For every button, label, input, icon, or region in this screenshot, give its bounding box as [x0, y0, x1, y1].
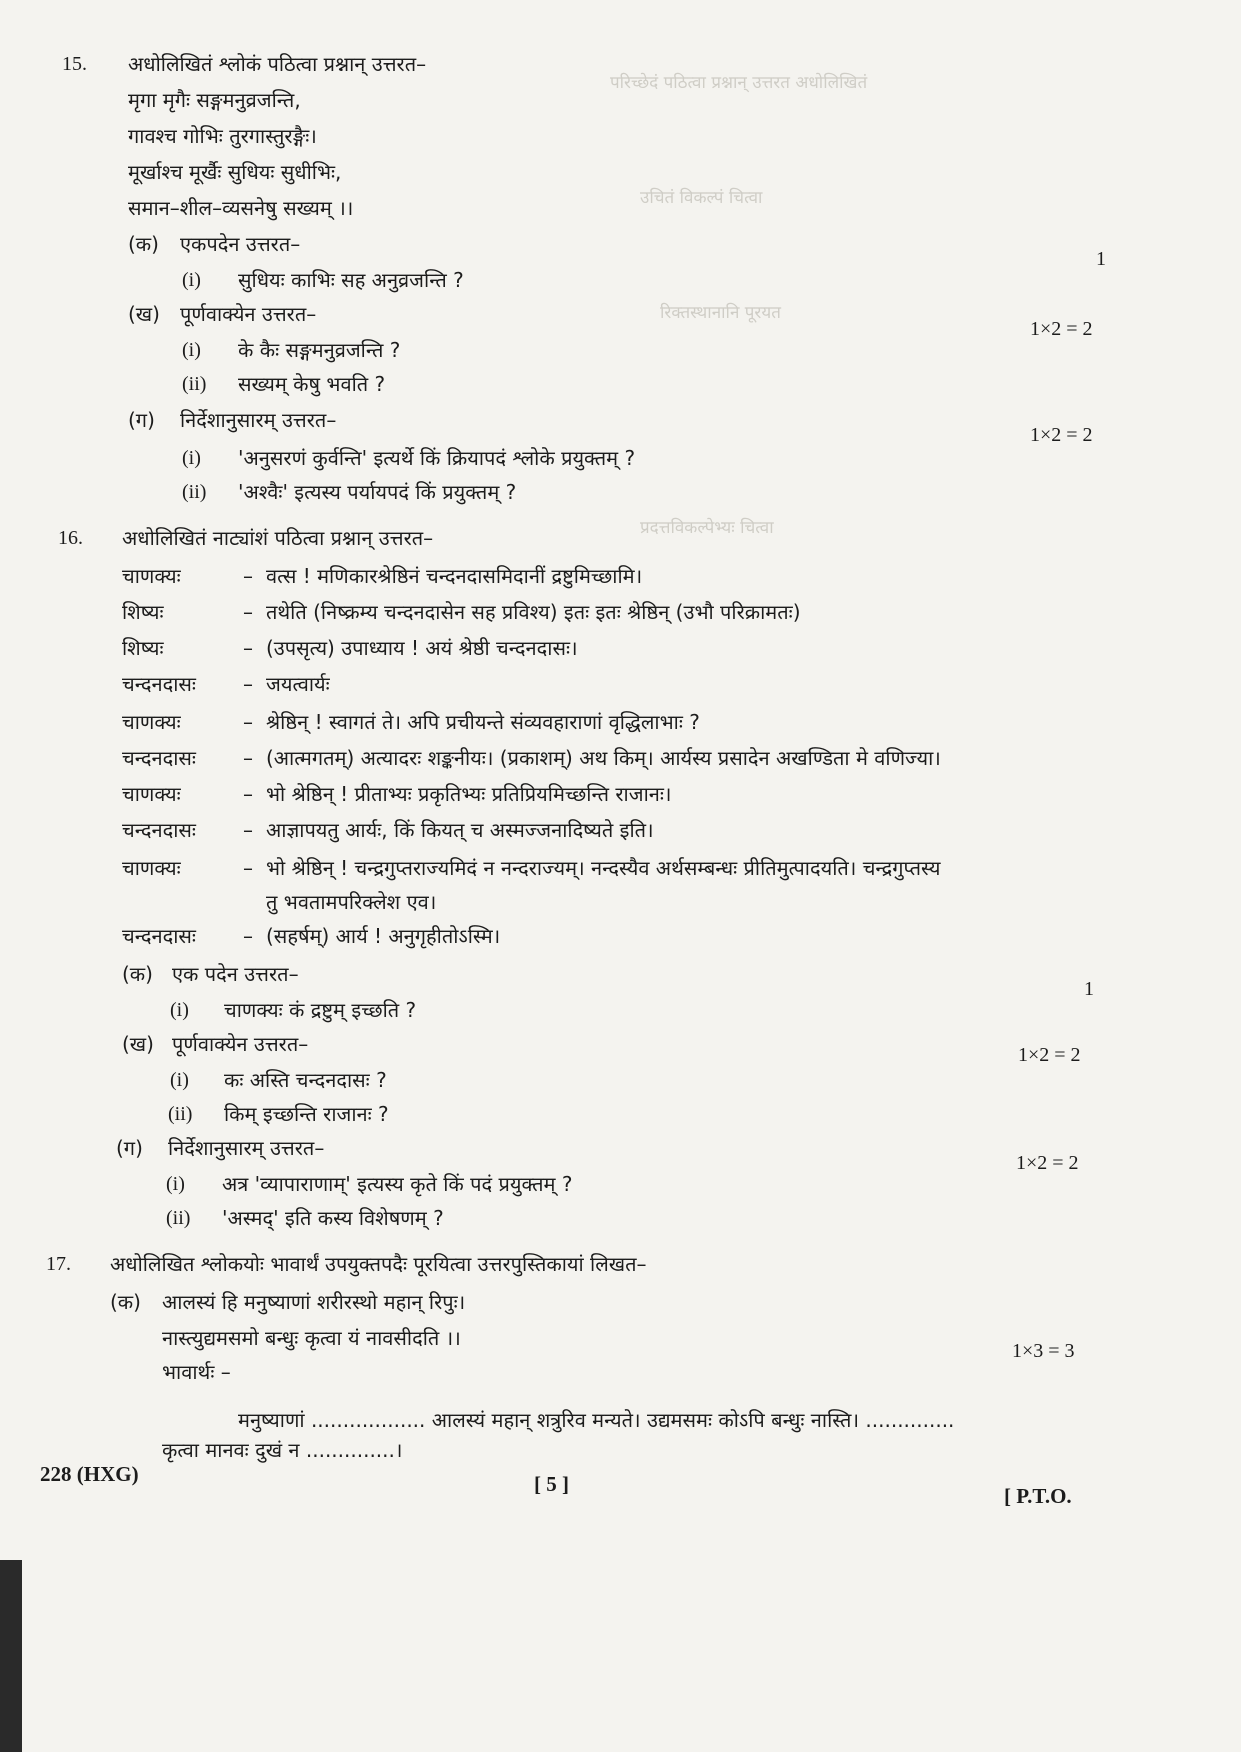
q16-kha-marks: 1×2 = 2: [1018, 1044, 1081, 1066]
bleed-through-text: उचितं विकल्पं चित्वा: [640, 188, 763, 208]
q16-number: 16.: [58, 527, 83, 549]
dialogue-line: [122, 924, 500, 948]
q16-part-kha-label: (ख): [122, 1032, 154, 1056]
speaker: चन्दनदासः: [122, 672, 196, 696]
q15-kha-i-label: (i): [182, 339, 201, 361]
speaker: चाणक्यः: [122, 564, 181, 588]
q16-kha-ii-label: (ii): [168, 1103, 193, 1125]
q16-part-ka-instruction: एक पदेन उत्तरत–: [172, 962, 299, 986]
text: आलस्यं महान् शत्रुरिव मन्यते। उद्यमसमः कोऽपि बन्धुः नास्ति।: [431, 1408, 860, 1432]
q15-part-ka-instruction: एकपदेन उत्तरत–: [180, 232, 301, 256]
dialogue-line: [122, 818, 654, 842]
q15-kha-ii-label: (ii): [182, 373, 207, 395]
q15-ga-i-label: (i): [182, 447, 201, 469]
dialogue-continuation: तु भवतामपरिक्लेश एव।: [266, 890, 437, 914]
dash: –: [243, 636, 253, 660]
speaker: चाणक्यः: [122, 856, 181, 880]
dash: –: [243, 818, 253, 842]
q16-part-kha-instruction: पूर्णवाक्येन उत्तरत–: [172, 1032, 309, 1056]
q15-kha-i-question: के कैः सङ्गमनुव्रजन्ति ?: [238, 338, 401, 362]
dash: –: [243, 746, 253, 770]
q16-ga-i-label: (i): [166, 1173, 185, 1195]
speaker: चाणक्यः: [122, 782, 181, 806]
text: मनुष्याणां: [238, 1408, 305, 1432]
q15-verse-line: समान–शील–व्यसनेषु सख्यम् ।।: [128, 196, 354, 220]
q17-marks: 1×3 = 3: [1012, 1340, 1075, 1362]
speaker: चन्दनदासः: [122, 818, 196, 842]
q16-ka-i-label: (i): [170, 999, 189, 1021]
q15-ka-marks: 1: [1096, 248, 1106, 270]
answer-blank: ..............: [865, 1408, 955, 1432]
dash: –: [243, 924, 253, 948]
q16-part-ga-instruction: निर्देशानुसारम् उत्तरत–: [168, 1136, 325, 1160]
dialogue-text: जयत्वार्यः: [266, 672, 330, 696]
q15-ga-ii-question: 'अश्वैः' इत्यस्य पर्यायपदं किं प्रयुक्तम् ?: [238, 480, 517, 504]
answer-blank: ..................: [310, 1408, 426, 1432]
q15-ka-i-question: सुधियः काभिः सह अनुव्रजन्ति ?: [238, 268, 464, 292]
q15-kha-ii-question: सख्यम् केषु भवति ?: [238, 372, 386, 396]
dialogue-text: आज्ञापयतु आर्यः, किं कियत् च अस्मज्जनादिष्यते इति।: [266, 818, 654, 842]
q15-verse-line: गावश्च गोभिः तुरगास्तुरङ्गैः।: [128, 124, 317, 148]
dash: –: [243, 710, 253, 734]
dialogue-text: (आत्मगतम्) अत्यादरः शङ्कनीयः। (प्रकाशम्) अथ किम्। आर्यस्य प्रसादेन अखण्डिता मे वणिज्या।: [266, 746, 941, 770]
dash: –: [243, 782, 253, 806]
q16-ga-ii-label: (ii): [166, 1207, 191, 1229]
speaker: चन्दनदासः: [122, 924, 196, 948]
q15-kha-marks: 1×2 = 2: [1030, 318, 1093, 340]
dash: –: [243, 672, 253, 696]
q15-verse-line: मूर्खाश्च मूर्खैः सुधियः सुधीभिः,: [128, 160, 342, 184]
q17-number: 17.: [46, 1253, 71, 1275]
q15-part-ga-instruction: निर्देशानुसारम् उत्तरत–: [180, 408, 337, 432]
dialogue-text: तथेति (निष्क्रम्य चन्दनदासेन सह प्रविश्य) इतः इतः श्रेष्ठिन् (उभौ परिक्रामतः): [266, 600, 801, 624]
q15-number: 15.: [62, 53, 87, 75]
dialogue-text: भो श्रेष्ठिन् ! चन्द्रगुप्तराज्यमिदं न नन्दराज्यम्। नन्दस्यैव अर्थसम्बन्धः प्रीतिमुत्पादयति। चन्द्रगुप्तस्य: [266, 856, 941, 880]
q15-part-ga-label: (ग): [128, 408, 155, 432]
dash: –: [243, 600, 253, 624]
q15-ga-i-question: 'अनुसरणं कुर्वन्ति' इत्यर्थे किं क्रियापदं श्लोके प्रयुक्तम् ?: [238, 446, 636, 470]
q16-kha-ii-question: किम् इच्छन्ति राजानः ?: [224, 1102, 389, 1126]
dialogue-text: (उपसृत्य) उपाध्याय ! अयं श्रेष्ठी चन्दनदासः।: [266, 636, 578, 660]
speaker: शिष्यः: [122, 636, 164, 660]
q16-ga-marks: 1×2 = 2: [1016, 1152, 1079, 1174]
q16-part-ga-label: (ग): [116, 1136, 143, 1160]
pto-note: [ P.T.O.: [1004, 1484, 1072, 1508]
dash: –: [243, 564, 253, 588]
paper-code: 228 (HXG): [40, 1462, 139, 1486]
q17-verse-line: नास्त्युद्यमसमो बन्धुः कृत्वा यं नावसीदति ।।: [162, 1326, 461, 1350]
q17-bhavarth-line: [162, 1438, 402, 1462]
q16-ga-i-question: अत्र 'व्यापाराणाम्' इत्यस्य कृते किं पदं प्रयुक्तम् ?: [222, 1172, 573, 1196]
q17-verse-line: आलस्यं हि मनुष्याणां शरीरस्थो महान् रिपुः।: [162, 1290, 466, 1314]
bleed-through-text: प्रदत्तविकल्पेभ्यः चित्वा: [640, 518, 774, 538]
dialogue-line: [122, 782, 671, 806]
q16-instruction: अधोलिखितं नाट्यांशं पठित्वा प्रश्नान् उत्तरत–: [122, 526, 434, 550]
text: ।: [394, 1438, 403, 1462]
answer-blank: ..............: [305, 1438, 395, 1462]
speaker: चाणक्यः: [122, 710, 181, 734]
q15-part-ka-label: (क): [128, 232, 159, 256]
q16-kha-i-question: कः अस्ति चन्दनदासः ?: [224, 1068, 387, 1092]
q15-ka-i-label: (i): [182, 269, 201, 291]
dialogue-text: वत्स ! मणिकारश्रेष्ठिनं चन्दनदासमिदानीं द्रष्टुमिच्छामि।: [266, 564, 643, 588]
speaker: चन्दनदासः: [122, 746, 196, 770]
q15-part-kha-instruction: पूर्णवाक्येन उत्तरत–: [180, 302, 317, 326]
dialogue-line: [122, 600, 801, 624]
speaker: शिष्यः: [122, 600, 164, 624]
q15-verse-line: मृगा मृगैः सङ्गमनुव्रजन्ति,: [128, 88, 301, 112]
q16-kha-i-label: (i): [170, 1069, 189, 1091]
bleed-through-text: रिक्तस्थानानि पूरयत: [660, 303, 781, 323]
dialogue-line: [122, 564, 642, 588]
q17-bhavarth-line: [238, 1408, 954, 1432]
q16-part-ka-label: (क): [122, 962, 153, 986]
dialogue-line: [122, 746, 941, 770]
dialogue-text: (सहर्षम्) आर्य ! अनुगृहीतोऽस्मि।: [266, 924, 501, 948]
q16-ga-ii-question: 'अस्मद्' इति कस्य विशेषणम् ?: [222, 1206, 444, 1230]
q17-part-ka-label: (क): [110, 1290, 141, 1314]
q15-ga-ii-label: (ii): [182, 481, 207, 503]
text: कृत्वा मानवः दुखं न: [162, 1438, 300, 1462]
dash: –: [243, 856, 253, 880]
dialogue-text: श्रेष्ठिन् ! स्वागतं ते। अपि प्रचीयन्ते संव्यवहाराणां वृद्धिलाभाः ?: [266, 710, 700, 734]
page-edge-shadow: [0, 1560, 22, 1752]
bleed-through-text: परिच्छेदं पठित्वा प्रश्नान् उत्तरत अधोलिखितं: [610, 73, 868, 93]
q16-ka-i-question: चाणक्यः कं द्रष्टुम् इच्छति ?: [224, 998, 417, 1022]
q16-ka-marks: 1: [1084, 978, 1094, 1000]
q15-instruction: अधोलिखितं श्लोकं पठित्वा प्रश्नान् उत्तरत–: [128, 52, 427, 76]
dialogue-line: [122, 636, 578, 660]
dialogue-line: [122, 856, 940, 880]
q17-bhavarth-label: भावार्थः –: [162, 1360, 231, 1384]
dialogue-text: भो श्रेष्ठिन् ! प्रीताभ्यः प्रकृतिभ्यः प्रतिप्रियमिच्छन्ति राजानः।: [266, 782, 672, 806]
dialogue-line: [122, 710, 700, 734]
q17-instruction: अधोलिखित श्लोकयोः भावार्थं उपयुक्तपदैः पूरयित्वा उत्तरपुस्तिकायां लिखत–: [110, 1252, 647, 1276]
q15-ga-marks: 1×2 = 2: [1030, 424, 1093, 446]
dialogue-line: [122, 672, 330, 696]
q15-part-kha-label: (ख): [128, 302, 160, 326]
page-number: [ 5 ]: [534, 1472, 569, 1496]
